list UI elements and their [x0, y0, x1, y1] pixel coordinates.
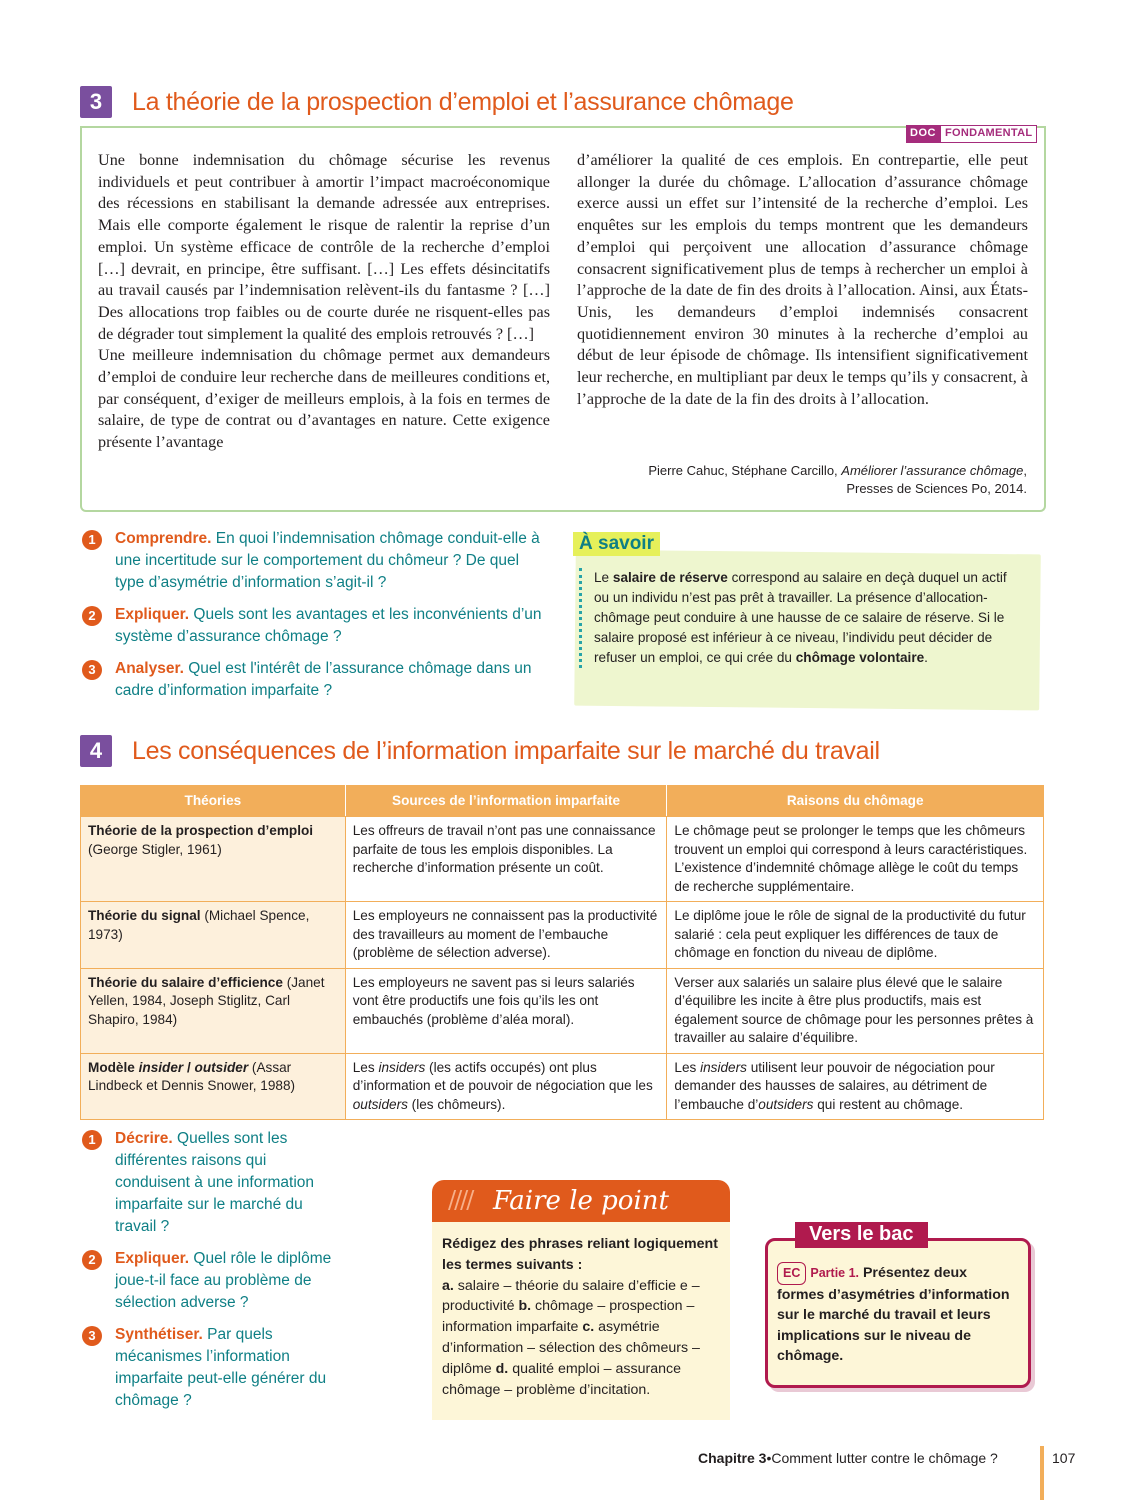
- table-cell-reason: Verser aux salariés un salaire plus élevé que le salaire d’équilibre les incite à être plus productifs, mais est également source de chômage pour les personnes prêtes à travailler au salaire d’équilibre.: [667, 968, 1044, 1053]
- item-letter: b.: [518, 1298, 532, 1315]
- question-keyword: Expliquer.: [115, 606, 190, 623]
- cell-text-italic: outsiders: [758, 1096, 814, 1112]
- item-text: qualité emploi – assurance chômage – problème d’incitation.: [442, 1360, 681, 1398]
- faire-le-point-title: Faire le point: [493, 1186, 669, 1216]
- badge-doc: DOC: [906, 125, 940, 143]
- page-footer: [698, 1450, 1028, 1466]
- partie-label: Partie 1.: [810, 1266, 860, 1280]
- theory-name: Théorie du salaire d’efficience: [88, 974, 283, 990]
- question-item: [82, 1324, 342, 1412]
- doc3-paragraph-3: d’améliorer la qualité de ces emplois. En contrepartie, elle peut allonger la durée du chômage. L’allocation d’assurance chômage exerce aussi un effet sur l’intensité de la recherche d’emploi. Les enquêtes sur les emplois du temps montrent que les demandeurs d’emploi qui perçoivent une allocation d’assurance chômage consacrent significativement plus de temps à rechercher un emploi à l’approche de la date de fin des droits à l’allocation. Ainsi, aux États-Unis, les demandeurs d’emploi indemnisés consacrent quotidiennement environ 30 minutes à la recherche d’emploi au début de leur épisode de chômage. Ils intensifient significativement leur recherche, en multipliant par deux le temps qu’ils y consacrent, à l’approche de la date de la fin des droits à l’allocation.: [577, 151, 1028, 408]
- question-item: [82, 658, 542, 702]
- cell-text: (les chômeurs).: [407, 1096, 506, 1112]
- doc3-citation: [600, 462, 1027, 498]
- a-savoir-text-2: correspond au salaire en deçà duquel un actif ou un individu n’est pas prêt à travailler. La présence d’allocation-chômage peut conduire à une hausse de ce salaire de réserve. Si le salaire proposé est inférieur à ce niveau, l’individu peut décider de refuser un emploi, ce qui crée du: [594, 570, 1007, 665]
- theory-ref: (Janet Yellen, 1984, Joseph Stiglitz, Carl Shapiro, 1984): [88, 974, 325, 1027]
- item-letter: a.: [442, 1277, 454, 1294]
- doc3-number: 3: [80, 86, 112, 118]
- cell-text-italic: outsiders: [352, 1096, 408, 1112]
- faire-le-point-intro: Rédigez des phrases reliant logiquement les termes suivants :: [442, 1236, 718, 1273]
- footer-separator: •: [766, 1450, 772, 1466]
- citation-authors: Pierre Cahuc, Stéphane Carcillo,: [648, 463, 842, 478]
- theory-ref: (George Stigler, 1961): [88, 841, 222, 857]
- page-number: 107: [1052, 1450, 1076, 1466]
- table-cell-source: Les offreurs de travail n’ont pas une connaissance parfaite de tous les emplois disponibles. La recherche d’information présente un coût.: [345, 817, 667, 902]
- item-letter: d.: [495, 1360, 509, 1377]
- question-number-badge: 1: [82, 530, 102, 550]
- footer-chapter: Chapitre 3: [698, 1450, 767, 1466]
- faire-le-point-header: [432, 1180, 730, 1222]
- doc3-text-left: [98, 150, 550, 454]
- stripes-decoration-icon: ////: [448, 1186, 473, 1214]
- vers-le-bac-box: [765, 1222, 1031, 1390]
- question-number-badge: 2: [82, 606, 102, 626]
- a-savoir-text-1: Le: [594, 570, 613, 585]
- badge-fondamental: FONDAMENTAL: [940, 125, 1037, 143]
- a-savoir-box: [565, 530, 1045, 708]
- question-text: Par quels mécanismes l’information imparfaite peut-elle générer du chômage ?: [115, 1326, 327, 1409]
- item-text: asymétrie d’information – sélection des chômeurs – diplôme: [442, 1319, 700, 1377]
- table-cell-theory: [81, 817, 346, 902]
- question-number-badge: 3: [82, 660, 102, 680]
- cell-text: qui restent au chômage.: [813, 1096, 964, 1112]
- table-cell-reason: Le chômage peut se prolonger le temps que les chômeurs trouvent un emploi qui correspond à leurs caractéristiques. L’existence d’indemnité chômage allège le coût du temps de recherche supplémentaire.: [667, 817, 1044, 902]
- question-keyword: Analyser.: [115, 660, 184, 677]
- faire-le-point-box: [432, 1180, 730, 1420]
- question-number-badge: 1: [82, 1130, 102, 1150]
- question-item: [82, 604, 542, 648]
- table-header: Théories: [81, 786, 346, 817]
- question-text: Quel rôle le diplôme joue-t-il face au problème de sélection adverse ?: [115, 1250, 332, 1311]
- question-text: En quoi l’indemnisation chômage conduit-elle à une incertitude sur le comportement du chômeur ? De quel type d’asymétrie d’information s’agit-il ?: [115, 530, 540, 591]
- cell-text: utilisent leur pouvoir de négociation pour demander des hausses de salaires, au détriment de l’embauche d’: [674, 1059, 995, 1112]
- citation-publisher: Presses de Sciences Po, 2014.: [846, 481, 1027, 496]
- item-text: salaire – théorie du salaire d’efficie e – productivité: [442, 1277, 700, 1315]
- question-number-badge: 2: [82, 1250, 102, 1270]
- doc3-paragraph-2: Une meilleure indemnisation du chômage permet aux demandeurs d’emploi de conduire leur recherche dans de meilleures conditions et, par conséquent, d’exiger de meilleurs emplois, à la fois en termes de salaire, de type de contrat ou d’avantages en nature. Cette exigence présente l’avantage: [98, 346, 550, 452]
- table-row: [81, 817, 1044, 902]
- table-cell-source: Les employeurs ne savent pas si leurs salariés vont être productifs une fois qu’ils les ont embauchés (problème d’aléa moral).: [345, 968, 667, 1053]
- citation-comma: ,: [1023, 463, 1027, 478]
- footer-bar: [1040, 1446, 1044, 1500]
- citation-book: Améliorer l’assurance chômage: [841, 463, 1024, 478]
- term-salaire-de-reserve: salaire de réserve: [612, 570, 728, 585]
- vers-le-bac-title: Vers le bac: [795, 1222, 928, 1248]
- table-cell-reason: Le diplôme joue le rôle de signal de la productivité du futur salarié : cela peut expliquer les différences de taux de chômage en fonction du niveau de diplôme.: [667, 902, 1044, 969]
- table-cell-theory: [81, 968, 346, 1053]
- term-chomage-volontaire: chômage volontaire: [795, 650, 925, 665]
- cell-text-italic: insiders: [378, 1059, 426, 1075]
- question-keyword: Synthétiser.: [115, 1326, 203, 1343]
- question-item: [82, 528, 542, 594]
- question-number-badge: 3: [82, 1326, 102, 1346]
- cell-text: Les: [674, 1059, 701, 1075]
- cell-text: Les: [352, 1059, 379, 1075]
- doc3-title: La théorie de la prospection d’emploi et l’assurance chômage: [132, 87, 794, 116]
- a-savoir-title: À savoir: [573, 532, 660, 556]
- table-cell-theory: [81, 902, 346, 969]
- theory-name-outsider: outsider: [194, 1059, 249, 1075]
- theory-ref: (Michael Spence, 1973): [88, 908, 310, 942]
- table-cell-source: Les employeurs ne connaissent pas la productivité des travailleurs au moment de l’embauche (problème de sélection adverse).: [345, 902, 667, 969]
- doc3-frame-top: [80, 126, 1046, 128]
- table-header-row: [81, 786, 1044, 817]
- footer-subtitle: Comment lutter contre le chômage ?: [771, 1450, 998, 1466]
- theory-name-sep: /: [183, 1059, 195, 1075]
- question-item: [82, 1128, 342, 1238]
- table-header: Raisons du chômage: [667, 786, 1044, 817]
- doc4-questions: [82, 1128, 342, 1422]
- question-keyword: Comprendre.: [115, 530, 212, 547]
- question-text: Quelles sont les différentes raisons qui conduisent à une information imparfaite sur le marché du travail ?: [115, 1130, 315, 1235]
- faire-le-point-body: [432, 1222, 730, 1420]
- a-savoir-text-3: .: [924, 650, 928, 665]
- vers-le-bac-text: [777, 1262, 1017, 1367]
- table-cell-reason: [667, 1053, 1044, 1120]
- table-row: [81, 1053, 1044, 1120]
- cell-text-italic: insiders: [700, 1059, 747, 1075]
- table-row: [81, 902, 1044, 969]
- doc3-paragraph-1: Une bonne indemnisation du chômage sécurise les revenus individuels et peut contribuer à amortir l’impact macroéconomique des récessions en stabilisant la demande adressée aux entreprises. Mais elle comporte également le risque de ralentir la reprise d’un emploi. Un système efficace de contrôle de la recherche d’emploi […] devrait, en principe, être suffisant. […] Les effets désincitatifs au travail causés par l’indemnisation relèvent-ils du fantasme ? […] Des allocations trop faibles ou de courte durée ne risquent-elles pas de dégrader tout simplement la qualité des emplois retrouvés ? […]: [98, 151, 550, 343]
- doc4-header: [80, 735, 880, 767]
- theory-ref: (Assar Lindbeck et Dennis Snower, 1988): [88, 1059, 296, 1093]
- table-row: [81, 968, 1044, 1053]
- doc3-header: [80, 86, 794, 118]
- theory-name-part: Modèle: [88, 1059, 139, 1075]
- table-header: Sources de l’information imparfaite: [345, 786, 667, 817]
- doc-fondamental-badge: [906, 125, 1037, 143]
- question-text: Quels sont les avantages et les inconvénients d’un système d’assurance chômage ?: [115, 606, 542, 645]
- theory-name: Théorie de la prospection d’emploi: [88, 823, 314, 838]
- theory-name-insider: insider: [138, 1059, 184, 1075]
- ec-badge: EC: [777, 1262, 806, 1285]
- question-keyword: Décrire.: [115, 1130, 173, 1147]
- bac-question: Présentez deux formes d’asymétries d’information sur le marché du travail et leurs implications sur le niveau de chômage.: [777, 1265, 1010, 1364]
- question-item: [82, 1248, 342, 1314]
- doc3-questions: [82, 528, 542, 712]
- table-cell-source: [345, 1053, 667, 1120]
- a-savoir-text: [579, 568, 1019, 668]
- question-text: Quel est l'intérêt de l’assurance chômage dans un cadre d’information imparfaite ?: [115, 660, 532, 699]
- item-letter: c.: [582, 1319, 595, 1336]
- item-text: chômage – prospection – information imparfaite: [442, 1298, 695, 1336]
- theory-name: Théorie du signal: [88, 908, 201, 923]
- table-cell-theory: [81, 1053, 346, 1120]
- question-keyword: Expliquer.: [115, 1250, 190, 1267]
- doc4-number: 4: [80, 735, 112, 767]
- theories-table: [80, 785, 1044, 1120]
- cell-text: (les actifs occupés) ont plus d’information et de pouvoir de négociation que les: [352, 1059, 653, 1093]
- doc4-title: Les conséquences de l’information imparfaite sur le marché du travail: [132, 736, 880, 765]
- doc3-text-right: [577, 150, 1028, 410]
